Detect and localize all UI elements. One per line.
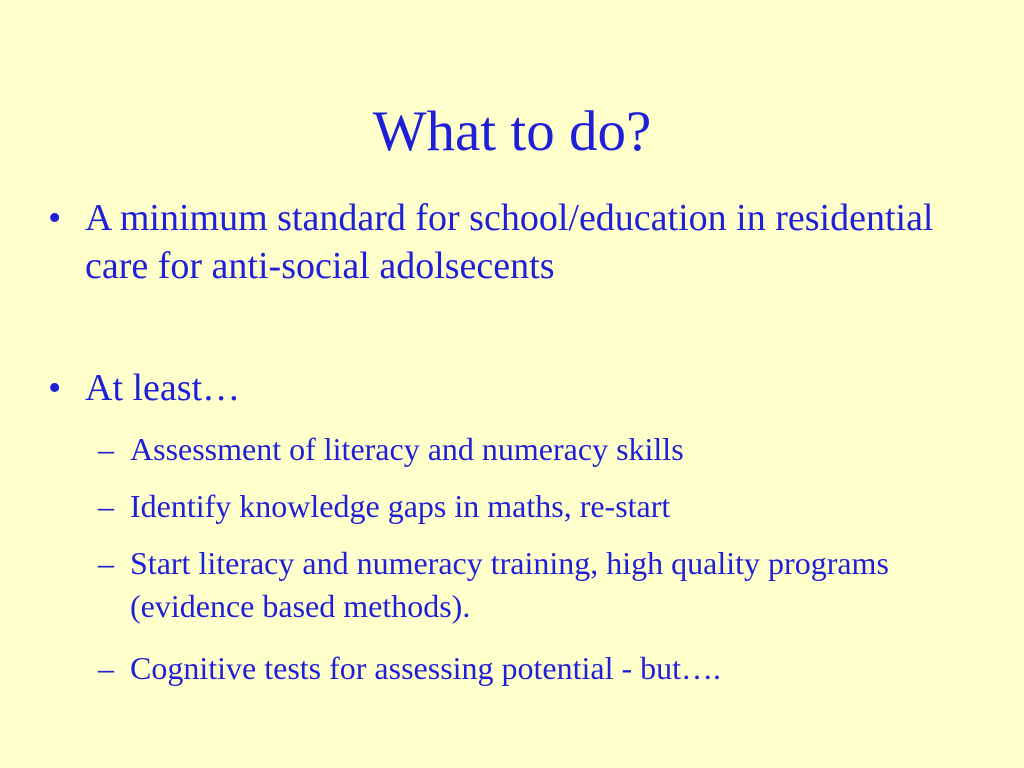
sub-bullet-text: Start literacy and numeracy training, high quality programs (evidence based methods). — [130, 545, 889, 624]
bullet-text: A minimum standard for school/education in residential care for anti-social adolsecents — [85, 197, 934, 287]
dash-marker-icon: – — [98, 431, 114, 467]
slide-title: What to do? — [372, 100, 652, 163]
bullet-marker-icon: • — [48, 367, 62, 409]
bullet-marker-icon: • — [48, 197, 62, 239]
bullet-item — [48, 364, 948, 412]
sub-bullet-text: Identify knowledge gaps in maths, re-start — [130, 488, 671, 524]
sub-bullet-item — [98, 428, 928, 471]
sub-bullet-item — [98, 647, 928, 690]
bullet-item — [48, 194, 948, 290]
dash-marker-icon: – — [98, 545, 114, 581]
sub-bullet-text: Cognitive tests for assessing potential - but…. — [130, 650, 722, 686]
bullet-text: At least… — [85, 367, 241, 409]
sub-bullet-item — [98, 485, 928, 528]
sub-bullet-text: Assessment of literacy and numeracy skills — [130, 431, 684, 467]
sub-bullet-item — [98, 542, 928, 628]
dash-marker-icon: – — [98, 488, 114, 524]
dash-marker-icon: – — [98, 650, 114, 686]
